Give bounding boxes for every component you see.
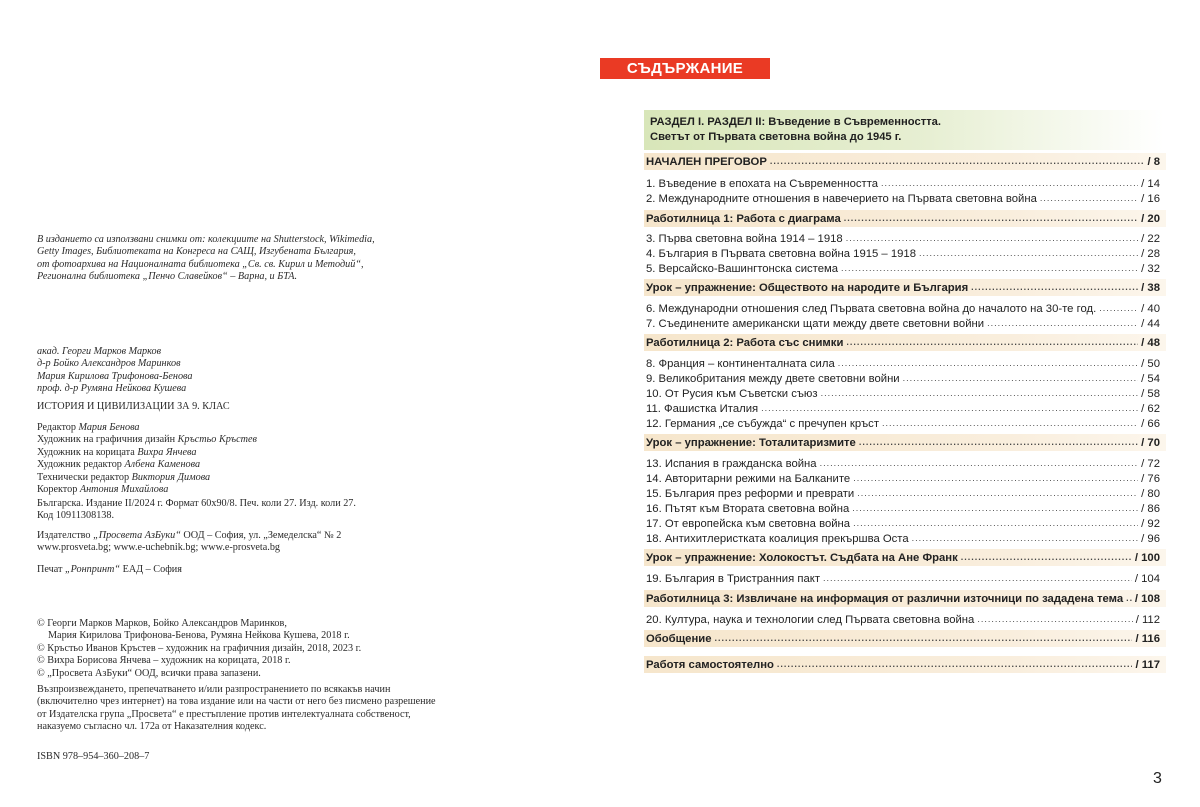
edition-line: Българска. Издание II/2024 г. Формат 60х90/8. Печ. коли 27. Изд. коли 27. [37, 498, 356, 509]
credit-line [37, 484, 457, 496]
credit-role: Коректор [37, 484, 80, 496]
author: Мария Кирилова Трифонова-Бенова [37, 370, 193, 382]
printer-line [37, 564, 457, 576]
publisher-name: „Просвета АзБуки“ [93, 530, 181, 541]
toc-leader [857, 486, 1138, 501]
toc-leader [961, 550, 1132, 565]
copyright-line: © Георги Марков Марков, Бойко Александров Маринков, [37, 618, 287, 629]
author: проф. д-р Румяна Нейкова Кушева [37, 383, 187, 395]
toc-leader [1126, 591, 1132, 606]
toc-entry-title: 11. Фашистка Италия [646, 402, 759, 415]
toc-page-number: / 38 [1141, 281, 1160, 294]
credit-line [37, 434, 457, 446]
toc-entry-highlight[interactable] [644, 210, 1166, 227]
toc-entry-highlight[interactable] [644, 334, 1166, 351]
publisher-prefix: Издателство [37, 530, 94, 541]
toc-page-number: / 76 [1141, 472, 1160, 485]
toc-page-number: / 50 [1141, 357, 1160, 370]
sources-line: Регионална библиотека „Пенчо Славейков“ – Варна, и БТА. [37, 271, 298, 283]
legal-notice [37, 684, 457, 734]
toc-leader [1099, 301, 1138, 316]
toc-entry-title: 19. България в Тристранния пакт [646, 572, 820, 585]
toc-entry-title: 5. Версайско-Вашингтонска система [646, 262, 839, 275]
toc-entry-title: 9. Великобритания между двете световни войни [646, 372, 900, 385]
page-number: 3 [1153, 770, 1162, 787]
toc-entry-title: Работилница 2: Работа със снимки [646, 336, 844, 349]
toc-page-number: / 104 [1134, 572, 1160, 585]
toc-leader [846, 231, 1138, 246]
toc-entry-title: Урок – упражнение: Тоталитаризмите [646, 436, 856, 449]
toc-entry[interactable] [644, 191, 1166, 206]
printer-suffix: ЕАД – София [120, 564, 182, 575]
section-header [644, 110, 1164, 150]
toc-leader [853, 471, 1138, 486]
toc-entry[interactable] [644, 386, 1166, 401]
credit-name: Албена Каменова [124, 459, 201, 471]
toc-leader [859, 435, 1138, 450]
toc-page-number: / 48 [1141, 336, 1160, 349]
toc-entry-title: 16. Пътят към Втората световна война [646, 502, 850, 515]
toc-leader [987, 316, 1138, 331]
edition-info [37, 498, 457, 523]
toc-entry-title: Урок – упражнение: Обществото на народите и България [646, 281, 969, 294]
toc-entry[interactable] [644, 416, 1166, 431]
toc-entry[interactable] [644, 301, 1166, 316]
copyright-line: © Вихра Борисова Янчева – художник на корицата, 2018 г. [37, 655, 291, 667]
toc-page-number: / 86 [1141, 502, 1160, 515]
credit-role: Технически редактор [37, 471, 132, 483]
isbn [37, 751, 457, 763]
toc-page-number: / 20 [1141, 212, 1160, 225]
credit-line [37, 459, 457, 471]
toc-entry-title: Работилница 1: Работа с диаграма [646, 212, 841, 225]
publisher-websites: www.prosveta.bg; www.e-uchebnik.bg; www.e-prosveta.bg [37, 542, 281, 554]
copyright-line: Мария Кирилова Трифонова-Бенова, Румяна Нейкова Кушева, 2018 г. [48, 630, 350, 642]
toc-leader [770, 154, 1145, 169]
toc-page-number: / 96 [1141, 532, 1160, 545]
toc-entry[interactable] [644, 456, 1166, 471]
toc-leader [903, 371, 1139, 386]
toc-entry[interactable] [644, 231, 1166, 246]
toc-entry[interactable] [644, 516, 1166, 531]
toc-page-number: / 58 [1141, 387, 1160, 400]
toc-entry-title: 15. България през реформи и преврати [646, 487, 855, 500]
copyright [37, 618, 457, 680]
toc-page-number: / 66 [1141, 417, 1160, 430]
toc-entry-highlight[interactable] [644, 279, 1166, 296]
printer [37, 564, 457, 576]
credit-line [37, 472, 457, 484]
toc-entry[interactable] [644, 486, 1166, 501]
publisher-line [37, 530, 457, 542]
toc-page-number: / 116 [1135, 632, 1160, 645]
printer-name: „Ронпринт“ [65, 564, 121, 575]
credit-line [37, 447, 457, 459]
toc-entry-title: 14. Авторитарни режими на Балканите [646, 472, 851, 485]
credit-name: Кръстьо Кръстев [177, 434, 257, 446]
toc-page-number: / 112 [1135, 613, 1160, 626]
toc-leader [841, 261, 1138, 276]
toc-leader [853, 516, 1138, 531]
toc-leader [821, 386, 1139, 401]
toc-page-number: / 14 [1141, 177, 1160, 190]
book-title [37, 401, 457, 413]
legal-line: наказуемо съгласно чл. 172а от Наказателния кодекс. [37, 721, 267, 733]
toc-entry-title: 18. Антихитлеристката коалиция прекършва Оста [646, 532, 909, 545]
toc-entry-title: 6. Международни отношения след Първата световна война до началото на 30-те год. [646, 302, 1097, 315]
toc-entry-highlight[interactable] [644, 153, 1166, 170]
credit-name: Антония Михайлова [79, 484, 169, 496]
publisher [37, 530, 457, 555]
toc-entry-title: НАЧАЛЕН ПРЕГОВОР [646, 155, 767, 168]
toc-leader [971, 280, 1138, 295]
toc-leader [882, 416, 1138, 431]
credit-name: Вихра Янчева [137, 446, 197, 458]
section-title-line: РАЗДЕЛ I. РАЗДЕЛ II: Въведение в Съвременността. [650, 116, 941, 128]
credit-role: Художник на графичния дизайн [37, 434, 178, 446]
toc-entry[interactable] [644, 371, 1166, 386]
toc-entry[interactable] [644, 501, 1166, 516]
toc-page-number: / 8 [1147, 155, 1160, 168]
toc-entry-title: 13. Испания в гражданска война [646, 457, 817, 470]
isbn-text: ISBN 978–954–360–208–7 [37, 751, 150, 762]
legal-line: от Издателска група „Просвета“ е престъпление против интелектуалната собственост, [37, 708, 411, 720]
credit-role: Редактор [37, 422, 79, 433]
toc-entry-title: Работилница 3: Извличане на информация от различни източници по зададена тема [646, 592, 1124, 605]
toc-leader [761, 401, 1138, 416]
contents-title: СЪДЪРЖАНИЕ [600, 58, 770, 79]
toc-entry[interactable] [644, 176, 1166, 191]
toc-entry[interactable] [644, 261, 1166, 276]
sources-line: В изданието са използвани снимки от: колекциите на Shutterstock, Wikimedia, [37, 234, 375, 245]
toc-page-number: / 16 [1141, 192, 1160, 205]
toc-page-number: / 100 [1134, 551, 1160, 564]
toc-entry[interactable] [644, 401, 1166, 416]
toc-entry-title: 7. Съединените американски щати между двете световни войни [646, 317, 985, 330]
credits [37, 422, 457, 496]
toc-leader [912, 531, 1139, 546]
toc-page-number: / 28 [1141, 247, 1160, 260]
credit-name: Мария Бенова [78, 422, 140, 433]
authors [37, 346, 457, 396]
author: акад. Георги Марков Марков [37, 346, 162, 357]
toc-leader [881, 176, 1138, 191]
sources-line: Getty Images, Библиотеката на Конгреса на САЩ, Изгубената България, [37, 246, 356, 258]
toc-entry[interactable] [644, 356, 1166, 371]
toc-entry-highlight[interactable] [644, 590, 1166, 607]
toc-entry-highlight[interactable] [644, 434, 1166, 451]
toc-entry[interactable] [644, 531, 1166, 546]
legal-line: (включително чрез интернет) на това издание или на части от него без писмено разрешение [37, 696, 436, 708]
toc-page-number: / 108 [1134, 592, 1160, 605]
toc-entry-highlight[interactable] [644, 549, 1166, 566]
toc-leader [844, 211, 1138, 226]
credit-name: Виктория Димова [131, 471, 211, 483]
toc-entry-title: 3. Първа световна война 1914 – 1918 [646, 232, 843, 245]
printer-prefix: Печат [37, 564, 66, 575]
toc-page-number: / 32 [1141, 262, 1160, 275]
toc-entry-title: Обобщение [646, 632, 712, 645]
toc-leader [1040, 191, 1138, 206]
toc-page-number: / 72 [1141, 457, 1160, 470]
photo-sources [37, 234, 457, 284]
credit-role: Художник на корицата [37, 446, 138, 458]
toc-entry-title: 20. Култура, наука и технологии след Първата световна война [646, 613, 975, 626]
toc-leader [838, 356, 1138, 371]
publisher-address: ООД – София, ул. „Земеделска“ № 2 [180, 530, 342, 541]
toc-entry-title: 8. Франция – континенталната сила [646, 357, 835, 370]
toc-entry[interactable] [644, 316, 1166, 331]
toc-page-number: / 22 [1141, 232, 1160, 245]
toc-entry-highlight[interactable] [644, 656, 1166, 673]
toc-page-number: / 62 [1141, 402, 1160, 415]
toc-entry[interactable] [644, 612, 1166, 627]
toc-entry-title: 1. Въведение в епохата на Съвременността [646, 177, 879, 190]
toc-page-number: / 54 [1141, 372, 1160, 385]
toc-leader [820, 456, 1139, 471]
toc-leader [852, 501, 1138, 516]
toc-entry[interactable] [644, 471, 1166, 486]
toc-page-number: / 117 [1135, 658, 1160, 671]
author: д-р Бойко Александров Маринков [37, 358, 181, 370]
toc-entry-highlight[interactable] [644, 630, 1166, 647]
credit-role: Художник редактор [37, 459, 125, 471]
toc-leader [823, 571, 1132, 586]
toc-page-number: / 40 [1141, 302, 1160, 315]
toc-entry-title: Работя самостоятелно [646, 658, 774, 671]
edition-code: Код 10911308138. [37, 510, 115, 522]
toc-leader [919, 246, 1138, 261]
toc-leader [977, 612, 1132, 627]
sources-line: от фотоархива на Националната библиотека „Св. св. Кирил и Методий“, [37, 258, 364, 270]
toc-page-number: / 92 [1141, 517, 1160, 530]
toc-entry[interactable] [644, 246, 1166, 261]
toc-leader [846, 335, 1138, 350]
section-subtitle-line: Светът от Първата световна война до 1945 г. [650, 130, 902, 143]
toc-page-number: / 80 [1141, 487, 1160, 500]
book-title-text: ИСТОРИЯ И ЦИВИЛИЗАЦИИ ЗА 9. КЛАС [37, 401, 230, 412]
toc-entry[interactable] [644, 571, 1166, 586]
toc-entry-title: 2. Международните отношения в навечерието на Първата световна война [646, 192, 1037, 205]
toc-entry-title: Урок – упражнение: Холокостът. Съдбата на Ане Франк [646, 551, 958, 564]
toc-entry-title: 10. От Русия към Съветски съюз [646, 387, 818, 400]
toc-leader [777, 657, 1133, 672]
credit-line [37, 422, 457, 434]
toc-page-number: / 44 [1141, 317, 1160, 330]
toc-leader [715, 631, 1133, 646]
copyright-line: © „Просвета АзБуки“ ООД, всички права запазени. [37, 667, 261, 679]
toc-page-number: / 70 [1141, 436, 1160, 449]
copyright-line: © Кръстьо Иванов Кръстев – художник на графичния дизайн, 2018, 2023 г. [37, 642, 362, 654]
toc-entry-title: 4. България в Първата световна война 1915 – 1918 [646, 247, 916, 260]
toc-entry-title: 12. Германия „се събужда“ с пречупен кръст [646, 417, 880, 430]
legal-line: Възпроизвеждането, препечатването и/или разпространението по всякакъв начин [37, 684, 391, 695]
toc-entry-title: 17. От европейска към световна война [646, 517, 851, 530]
